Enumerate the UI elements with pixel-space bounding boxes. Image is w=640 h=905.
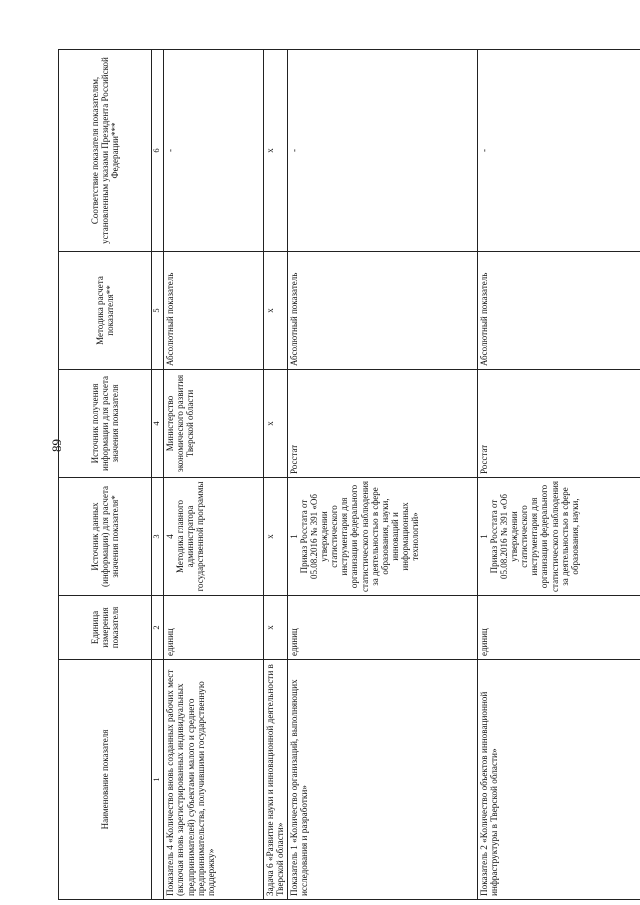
task-compliance: х <box>264 50 288 252</box>
header-name: Наименование показателя <box>59 660 152 900</box>
column-number-row <box>152 50 164 900</box>
table-row <box>264 50 288 900</box>
table-row <box>164 50 264 900</box>
col-number: 5 <box>152 252 164 370</box>
indicator-compliance: - <box>288 50 478 252</box>
indicator-unit: единиц <box>288 596 478 660</box>
col-number: 4 <box>152 370 164 478</box>
indicator-source-info: Росстат <box>478 370 640 478</box>
table-row <box>288 50 478 900</box>
indicator-source-info: Министерство экономического развития Тверской области <box>164 370 264 478</box>
indicator-source-data: 1 Приказ Росстата от 05.08.2016 № 391 «Об утверждении статистического инструментария для организации федерального статистического наблюдения за деятельностью в сфере образования, науки, <box>478 478 640 596</box>
indicator-name: Показатель 2 «Количество объектов инновационной инфраструктуры в Тверской области» <box>478 660 640 900</box>
indicator-method: Абсолютный показатель <box>478 252 640 370</box>
indicator-source-data: 4 Методика главного администратора государственной программы <box>164 478 264 596</box>
indicator-method: Абсолютный показатель <box>288 252 478 370</box>
indicator-compliance: - <box>478 50 640 252</box>
task-method: х <box>264 252 288 370</box>
header-row <box>59 50 152 900</box>
table-row <box>478 50 640 900</box>
col-number: 3 <box>152 478 164 596</box>
indicator-source-data: 1 Приказ Росстата от 05.08.2016 № 391 «Об утверждении статистического инструментария для организации федерального статистического наблюдения за деятельностью в сфере образования, науки, инноваций и информационных технологий» <box>288 478 478 596</box>
indicator-source-info: Росстат <box>288 370 478 478</box>
header-method: Методика расчета показателя** <box>59 252 152 370</box>
indicator-unit: единиц <box>164 596 264 660</box>
task-name: Задача 6 «Развитие науки и инновационной деятельности в Тверской области» <box>264 660 288 900</box>
col-number: 2 <box>152 596 164 660</box>
indicator-method: Абсолютный показатель <box>164 252 264 370</box>
task-source-info: х <box>264 370 288 478</box>
task-source-data: х <box>264 478 288 596</box>
indicator-name: Показатель 1 «Количество организаций, выполняющих исследования и разработки» <box>288 660 478 900</box>
indicator-compliance: - <box>164 50 264 252</box>
header-source-info: Источник получения информации для расчета значения показателя <box>59 370 152 478</box>
indicator-name: Показатель 4 «Количество вновь созданных рабочих мест (включая вновь зарегистрированных индивидуальных предпринимателей) субъектами малого и среднего предпринимательства, получившими государственную поддержку» <box>164 660 264 900</box>
indicator-unit: единиц <box>478 596 640 660</box>
col-number: 6 <box>152 50 164 252</box>
header-compliance: Соответствие показателя показателям, установленным указами Президента Российской Федерации*** <box>59 50 152 252</box>
rotated-table-container <box>58 50 578 900</box>
task-unit: х <box>264 596 288 660</box>
header-unit: Единица измерения показателя <box>59 596 152 660</box>
header-source-data: Источник данных (информации) для расчета значения показателя* <box>59 478 152 596</box>
col-number: 1 <box>152 660 164 900</box>
indicators-table <box>58 49 640 900</box>
page-number: 89 <box>49 439 64 452</box>
